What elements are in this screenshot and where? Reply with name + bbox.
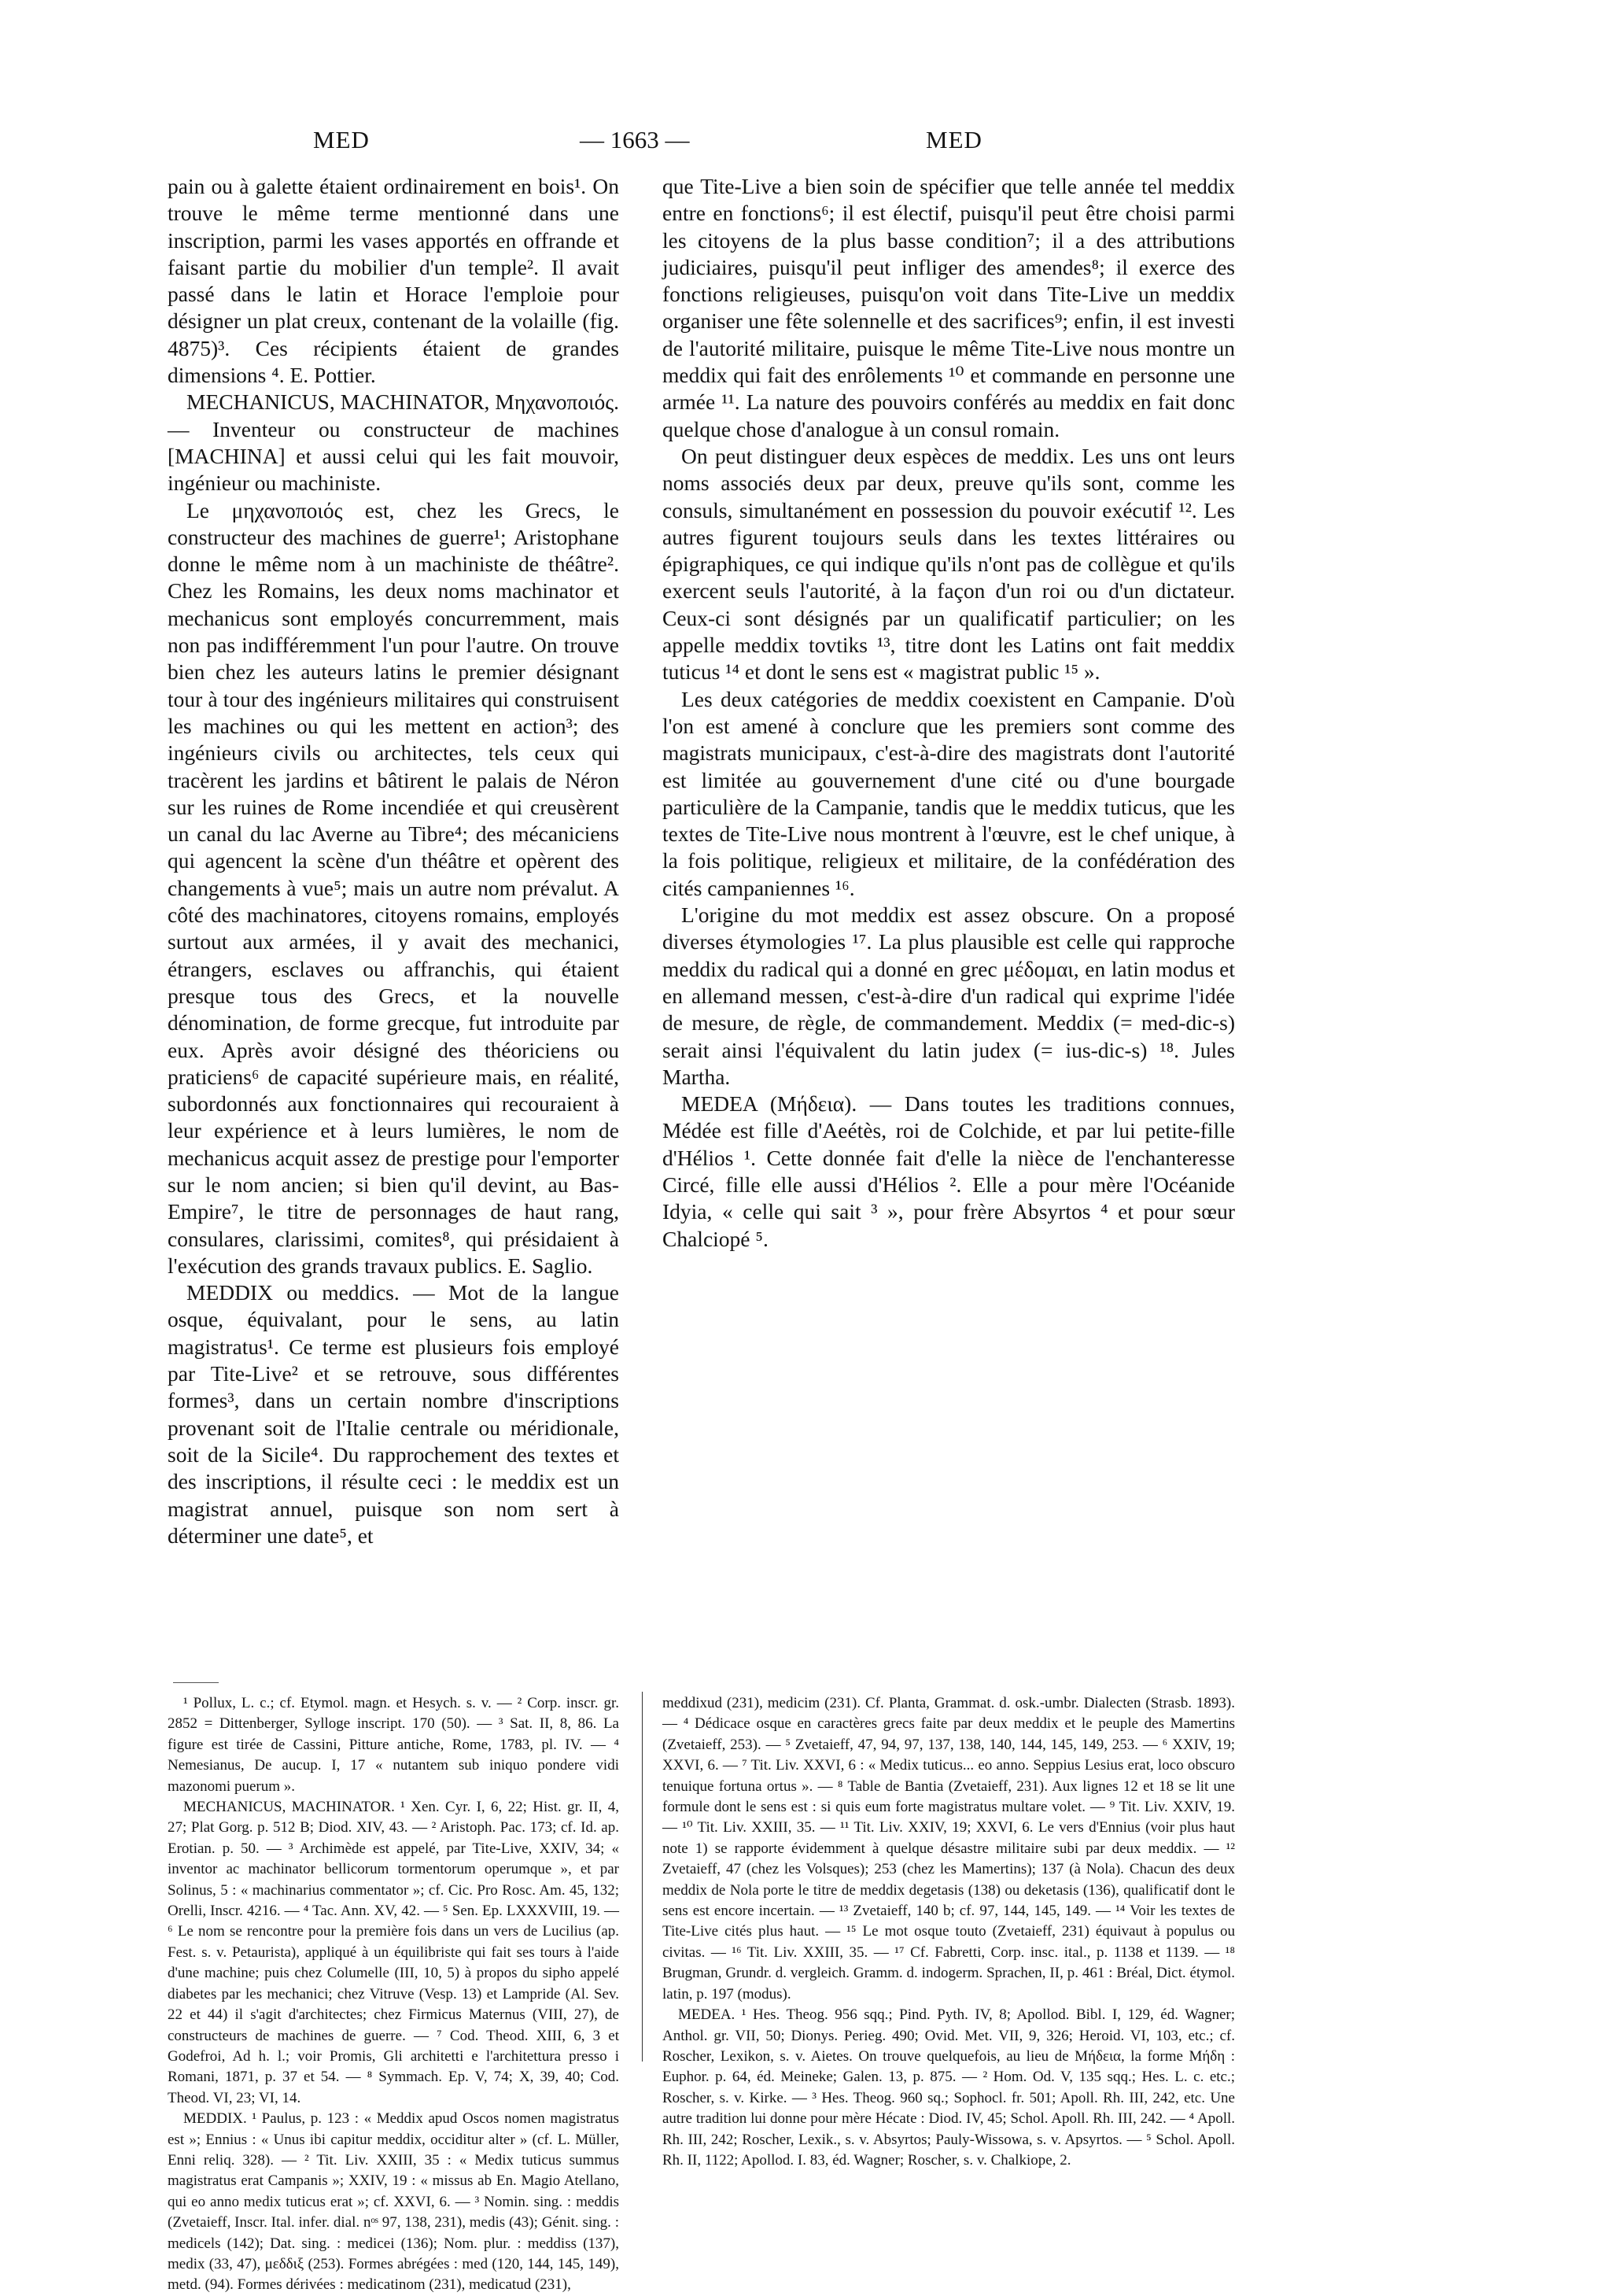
- entry-mechanicus-body: Le μηχανοποιός est, chez les Grecs, le constructeur des machines de guerre¹; Aristophane donne le même nom à un machiniste de théâtre². Chez les Romains, les deux noms machinator et mechanicus sont employés concurremment, mais non pas indifféremment l'un pour l'autre. On trouve bien chez les auteurs latins le premier désignant tour à tour des ingénieurs militaires qui construisent les machines ou qui les mettent en action³; des ingénieurs civils ou architectes, tels ceux qui tracèrent les jardins et bâtirent le palais de Néron sur les ruines de Rome incendiée et qui creusèrent un canal du lac Averne au Tibre⁴; des mécaniciens qui agencent la scène d'un théâtre et opèrent des changements à vue⁵; mais un autre nom prévalut. A côté des machinatores, citoyens romains, employés surtout aux armées, il y avait des mechanici, étrangers, esclaves ou affranchis, qui étaient presque tous des Grecs, et la nouvelle dénomination, de forme grecque, fut introduite par eux. Après avoir désigné des théoriciens ou praticiens⁶ de capacité supérieure mais, en réalité, subordonnés aux fonctionnaires qui recouraient à leur expérience et à leurs lumières, le nom de mechanicus acquit assez de prestige pour l'emporter sur le nom ancien; si bien qu'il devint, au Bas-Empire⁷, le titre de personnages de haut rang, consulares, clarissimi, comites⁸, qui présidaient à l'exécution des grands travaux publics. E. Saglio.: [168, 497, 619, 1278]
- meddix-two-kinds: On peut distinguer deux espèces de meddix. Les uns ont leurs noms associés deux par deux, preuve qu'ils sont, comme les consuls, simultanément en possession du pouvoir exécutif ¹². Les autres figurent toujours seuls dans les textes littéraires ou épigraphiques, ce qui indique qu'ils n'ont pas de collègue et qu'ils exercent seuls l'autorité, à la façon d'un roi ou d'un dictateur. Ceux-ci sont désignés par un qualificatif particulier; on les appelle meddix tovtiks ¹³, titre dont les Latins ont fait meddix tuticus ¹⁴ et dont le sens est « magistrat public ¹⁵ ».: [662, 443, 1235, 685]
- header-left-keyword: MED: [313, 126, 370, 153]
- footnotes-meddix: MEDDIX. ¹ Paulus, p. 123 : « Meddix apud Oscos nomen magistratus est »; Ennius : « Unus ibi capitur meddix, occiditur alter » (cf. L. Müller, Enni reliq. 328). — ² Tit. Liv. XXIII, 35 : « Medix tuticus summus magistratus erat Campanis »; XXIV, 19 : « missus ab En. Magio Atellano, qui eo anno medix tuticus erat »; cf. XXVI, 6. — ³ Nomin. sing. : meddis (Zvetaieff, Inscr. Ital. infer. dial. nᵒˢ 97, 138, 231), medis (43); Génit. sing. : medicels (142); Dat. sing. : medicei (136); Nom. plur. : meddiss (137), medix (33, 47), μεδδιξ (253). Formes abrégées : med (120, 144, 145, 149), metd. (94). Formes dérivées : medicatinom (231), medicatud (231),: [168, 2110, 619, 2294]
- footnotes-mechanicus: MECHANICUS, MACHINATOR. ¹ Xen. Cyr. I, 6, 22; Hist. gr. II, 4, 27; Plat Gorg. p. 512 B; Diod. XIV, 43. — ² Aristoph. Pac. 173; cf. Id. ap. Erotian. p. 50. — ³ Archimède est appelé, par Tite-Live, XXIV, 34; « inventor ac machinator bellicorum tormentorum operumque », et par Solinus, 5 : « machinarius commentator »; cf. Cic. Pro Rosc. Am. 45, 132; Orelli, Inscr. 4216. — ⁴ Tac. Ann. XV, 42. — ⁵ Sen. Ep. LXXXVIII, 19. — ⁶ Le nom se rencontre pour la première fois dans un vers de Lucilius (ap. Fest. s. v. Petaurista), appliqué à un équilibriste qui fait ses tours à l'aide d'une machine; puis chez Columelle (III, 10, 5) à propos du sipho appelé diabetes par les mechanici; chez Vitruve (Vesp. 13) et Lampride (Al. Sev. 22 et 44) il s'agit d'architectes; chez Firmicus Maternus (VIII, 27), de constructeurs de machines de guerre. — ⁷ Cod. Theod. XIII, 6, 3 et Godefroi, Ad h. l.; voir Promis, Gli architetti e l'architettura presso i Romani, 1871, p. 37 et 54. — ⁸ Symmach. Ep. V, 74; X, 39, 40; Cod. Theod. VI, 23; VI, 14.: [168, 1799, 619, 2106]
- meddix-etymology: L'origine du mot meddix est assez obscure. On a proposé diverses étymologies ¹⁷. La plus plausible est celle qui rapproche meddix du radical qui a donné en grec μέδομαι, en latin modus et en allemand messen, c'est-à-dire d'un radical qui exprime l'idée de mesure, de règle, de commandement. Meddix (= med-dic-s) serait ainsi l'équivalent du latin judex (= ius-dic-s) ¹⁸. Jules Martha.: [662, 903, 1235, 1089]
- meddix-campania: Les deux catégories de meddix coexistent en Campanie. D'où l'on est amené à conclure que les premiers sont comme des magistrats municipaux, c'est-à-dire des magistrats dont l'autorité est limitée au gouvernement d'une cité ou d'une bourgade particulière de la Campanie, tandis que le meddix tuticus, que les textes de Tite-Live nous montrent à l'œuvre, est le chef unique, à la fois politique, religieux et militaire, de la confédération des cités campaniennes ¹⁶.: [662, 686, 1235, 900]
- footnotes-pottier: ¹ Pollux, L. c.; cf. Etymol. magn. et Hesych. s. v. — ² Corp. inscr. gr. 2852 = Dittenberger, Sylloge inscript. 170 (50). — ³ Sat. II, 8, 86. La figure est tirée de Cassini, Pitture antiche, Rome, 1783, pl. IV. — ⁴ Nemesianus, De aucup. I, 17 « nutantem sub iniquo pondere vidi mazonomi puerum ».: [168, 1695, 619, 1795]
- left-footnotes: [168, 1693, 619, 2296]
- right-footnotes: [662, 1693, 1235, 2171]
- right-body-column: [662, 173, 1235, 1253]
- footnotes-medea: MEDEA. ¹ Hes. Theog. 956 sqq.; Pind. Pyth. IV, 8; Apollod. Bibl. I, 129, éd. Wagner; Anthol. gr. VII, 50; Dionys. Perieg. 490; Ovid. Met. VII, 9, 326; Heroid. VI, 103, etc.; cf. Roscher, Lexikon, s. v. Aietes. On trouve quelquefois, au lieu de Μήδεια, la forme Μήδη : Euphor. p. 64, éd. Meineke; Galen. 13, p. 875. — ² Hom. Od. V, 135 sqq.; Hes. L. c. etc.; Roscher, s. v. Kirke. — ³ Hes. Theog. 960 sq.; Sophocl. fr. 501; Apoll. Rh. III, 242, etc. Une autre tradition lui donne pour mère Hécate : Diod. IV, 45; Schol. Apoll. Rh. III, 242. — ⁴ Apoll. Rh. III, 242; Roscher, Lexik., s. v. Absyrtos; Pauly-Wissowa, s. v. Apsyrtos. — ⁵ Schol. Apoll. Rh. II, 1122; Apollod. I. 83, éd. Wagner; Roscher, s. v. Chalkiope, 2.: [662, 2006, 1235, 2169]
- running-head: [0, 126, 1611, 165]
- footnote-rule: [173, 1682, 219, 1683]
- left-body-column: [168, 173, 619, 1549]
- page-number: — 1663 —: [580, 126, 690, 153]
- paragraph-pottier-ending: pain ou à galette étaient ordinairement en bois¹. On trouve le même terme mentionné dans une inscription, parmi les vases apportés en offrande et faisant partie du mobilier d'un temple². Il avait passé dans le latin et Horace l'emploie pour désigner un plat creux, contenant de la volaille (fig. 4875)³. Ces récipients étaient de grandes dimensions ⁴. E. Pottier.: [168, 174, 619, 388]
- meddix-continuation: que Tite-Live a bien soin de spécifier que telle année tel meddix entre en fonctions⁶; il est électif, puisqu'il peut être choisi parmi les citoyens de la plus basse condition⁷; il a des attributions judiciaires, puisqu'il peut infliger des amendes⁸; il exerce des fonctions religieuses, puisqu'on voit dans Tite-Live un meddix organiser une fête solennelle et des sacrifices⁹; enfin, il est investi de l'autorité militaire, puisque le même Tite-Live nous montre un meddix qui fait des enrôlements ¹⁰ et commande en personne une armée ¹¹. La nature des pouvoirs conférés au meddix en fait donc quelque chose d'analogue à un consul romain.: [662, 174, 1235, 441]
- entry-meddix-intro: MEDDIX ou meddics. — Mot de la langue osque, équivalant, pour le sens, au latin magistratus¹. Ce terme est plusieurs fois employé par Tite-Live² et se retrouve, sous différentes formes³, dans un certain nombre d'inscriptions provenant soit de l'Italie centrale ou méridionale, soit de la Sicile⁴. Du rapprochement des textes et des inscriptions, il résulte ceci : le meddix est un magistrat annuel, puisque son nom sert à déterminer une date⁵, et: [168, 1280, 619, 1548]
- entry-mechanicus-intro: MECHANICUS, MACHINATOR, Μηχανοποιός. — Inventeur ou constructeur de machines [MACHINA] et aussi celui qui les fait mouvoir, ingénieur ou machiniste.: [168, 389, 619, 496]
- entry-medea-intro: MEDEA (Μήδεια). — Dans toutes les traditions connues, Médée est fille d'Aeétès, roi de Colchide, et par lui petite-fille d'Hélios ¹. Cette donnée fait d'elle la nièce de l'enchanteresse Circé, fille elle aussi d'Hélios ². Elle a pour mère l'Océanide Idyia, « celle qui sait ³ », pour frère Absyrtos ⁴ et pour sœur Chalciopé ⁵.: [662, 1091, 1235, 1251]
- footnotes-meddix-continued: meddixud (231), medicim (231). Cf. Planta, Grammat. d. osk.-umbr. Dialecten (Strasb. 1893). — ⁴ Dédicace osque en caractères grecs faite par deux meddix et le peuple des Mamertins (Zvetaieff, 253). — ⁵ Zvetaieff, 47, 94, 97, 137, 138, 140, 144, 145, 149, 253. — ⁶ XXIV, 19; XXVI, 6. — ⁷ Tit. Liv. XXVI, 6 : « Medix tuticus... eo anno. Seppius Lesius erat, loco obscuro tenuique fortuna ortus ». — ⁸ Table de Bantia (Zvetaieff, 231). Aux lignes 12 et 18 se lit une formule dont le sens est : si quis eum forte magistratus multare volet. — ⁹ Tit. Liv. XXIV, 19. — ¹⁰ Tit. Liv. XXIII, 35. — ¹¹ Tit. Liv. XXIV, 19; XXVI, 6. Le vers d'Ennius (voir plus haut note 1) se rapporte évidemment à quelque désastre militaire subi par deux meddix. — ¹² Zvetaieff, 47 (chez les Volsques); 253 (chez les Mamertins); 137 (à Nola). Chacun des deux meddix de Nola porte le titre de meddix degetasis (138) ou deketasis (136), qualificatif dont le sens est encore incertain. — ¹³ Zvetaieff, 140 b; cf. 97, 144, 145, 149. — ¹⁴ Voir les textes de Tite-Live cités plus haut. — ¹⁵ Le mot osque touto (Zvetaieff, 231) équivaut à populus ou civitas. — ¹⁶ Tit. Liv. XXIII, 35. — ¹⁷ Cf. Fabretti, Corp. insc. ital., p. 1138 et 1139. — ¹⁸ Brugman, Grundr. d. vergleich. Gramm. d. indogerm. Sprachen, II, p. 461 : Bréal, Dict. étymol. latin, p. 197 (modus).: [662, 1695, 1235, 2003]
- header-right-keyword: MED: [926, 126, 982, 153]
- footnote-column-divider: [642, 1692, 643, 2062]
